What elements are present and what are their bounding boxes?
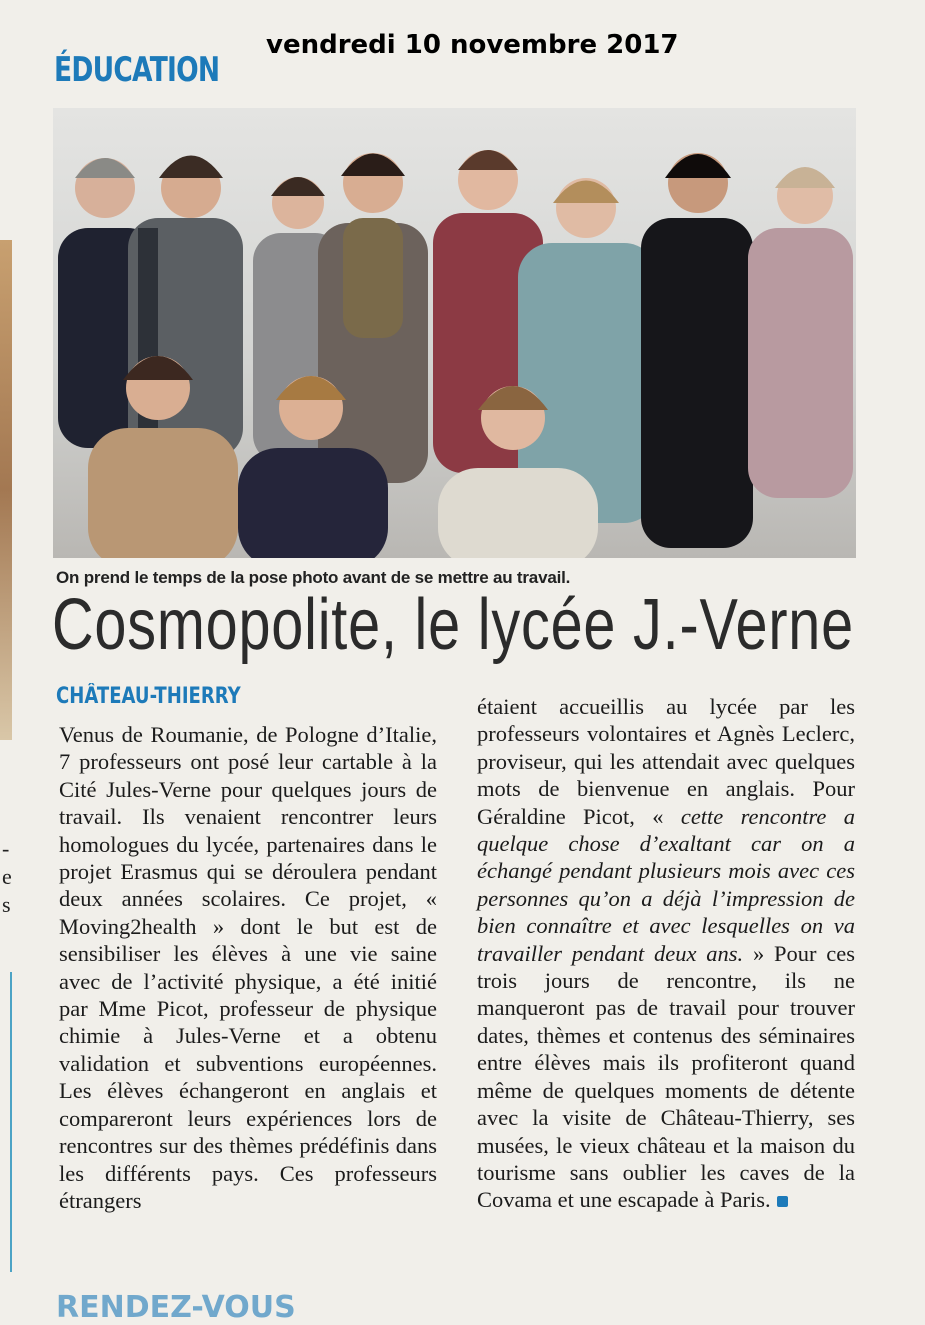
article-body-text: » Pour ces trois jours de rencontre, ils ne manqueront pas de travail pour trouver dates, thèmes et contenus des séminaires entre élèves mais ils profiteront quand même de quelques moments de détente avec la visite de Château-Thierry, ses musées, le vieux château et la maison du tourisme sans oublier les caves de la Covama et une escapade à Paris. — [477, 940, 855, 1213]
adjacent-text-fragment: s — [2, 892, 11, 917]
publication-date: vendredi 10 novembre 2017 — [266, 30, 679, 60]
article-body-text: étaient accueillis au lycée par les professeurs volontaires et Agnès Leclerc, proviseur, qui les attendait avec quelques mots de bienvenue en anglais. Pour Géraldine Picot, « — [477, 694, 855, 829]
person-silhouette — [748, 167, 853, 498]
adjacent-text-fragment: - — [2, 836, 10, 861]
group-photo — [53, 108, 856, 558]
article-column-2 — [477, 693, 855, 1214]
group-photo-illustration — [53, 108, 856, 558]
article-body-text: Venus de Roumanie, de Pologne d’Italie, 7 professeurs ont posé leur cartable à la Cité Jules-Verne pour quelques jours de travail. Ils venaient rencontrer leurs homologues du lycée, partenaires dans le projet Erasmus qui se déroulera pendant deux années scolaires. Ce projet, « Moving2health » dont le but est de sensibiliser les élèves à une vie saine avec de l’activité physique, a été initié par Mme Picot, professeur de physique chimie à Jules-Verne et a obtenu validation et subventions européennes. Les élèves échangeront en anglais et compareront leurs expériences lors de rencontres sur des thèmes prédéfinis dans les différents pays. Ces professeurs étrangers — [59, 722, 437, 1213]
article-location: CHÂTEAU-THIERRY — [56, 684, 241, 709]
adjacent-box-border — [0, 972, 12, 1272]
end-of-article-icon — [777, 1196, 788, 1207]
next-section-heading: RENDEZ-VOUS — [56, 1290, 296, 1325]
photo-caption: On prend le temps de la pose photo avant de se mettre au travail. — [56, 568, 571, 587]
article-body-text — [477, 693, 855, 1214]
person-silhouette — [318, 153, 428, 483]
article-column-1 — [59, 721, 437, 1214]
adjacent-text-fragment: e — [2, 864, 12, 889]
section-rubric: ÉDUCATION — [54, 50, 220, 90]
quotation: cette rencontre a quelque chose d’exaltant car on a échangé pendant plusieurs mois avec ces personnes qu’on a déjà l’impression de bien connaître et avec lesquelles on va travailler pendant deux ans. — [477, 803, 855, 966]
article-headline: Cosmopolite, le lycée J.-Verne — [52, 585, 854, 665]
person-silhouette — [641, 153, 753, 548]
adjacent-article-photo-edge — [0, 240, 12, 740]
